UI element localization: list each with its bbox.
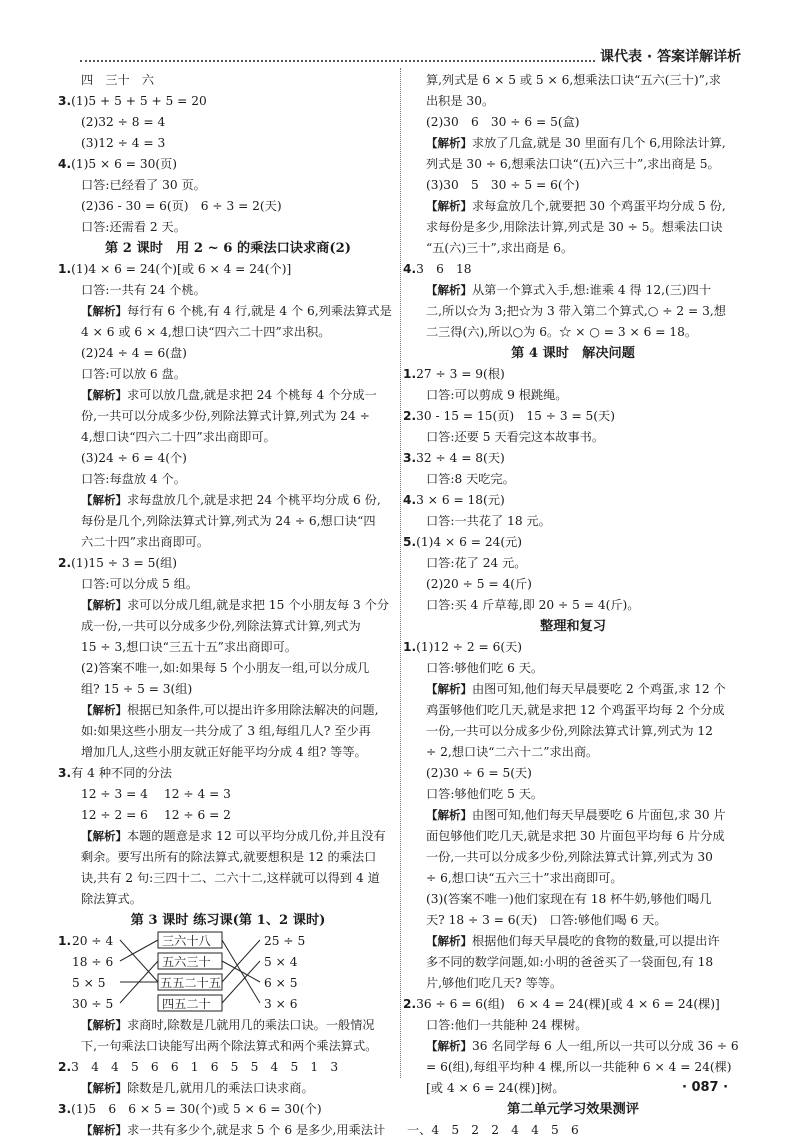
text-line: (2)30 6 30 ÷ 6 = 5(盒) xyxy=(426,115,580,129)
text-line: 口答:够他们吃 5 天。 xyxy=(426,787,544,801)
line-text: (1)5 + 5 + 5 + 5 = 20 xyxy=(71,94,207,108)
text-line xyxy=(403,994,739,1015)
text-line: 成一份,一共可以分成多少份,列除法算式计算,列式为 xyxy=(81,619,361,633)
line-text: 27 ÷ 3 = 9(根) xyxy=(416,367,505,381)
text-line xyxy=(403,364,739,385)
analysis-tag: 【解析】 xyxy=(81,703,127,717)
text-line: 口答:还要 5 天看完这本故事书。 xyxy=(426,430,605,444)
text-line: (2)36 - 30 = 6(页) 6 ÷ 3 = 2(天) xyxy=(81,199,282,213)
text-line: 份,一共可以分成多少份,列除法算式计算,列式为 24 ÷ xyxy=(81,409,370,423)
item-number: 1. xyxy=(403,367,417,381)
text-line: 口答:够他们吃 6 天。 xyxy=(426,661,544,675)
text-line xyxy=(58,763,394,784)
analysis-tag: 【解析】 xyxy=(81,304,127,318)
line-text: 求放了几盒,就是 30 里面有几个 6,用除法计算, xyxy=(472,136,726,150)
line-text: (1)4 × 6 = 24(元) xyxy=(416,535,523,549)
line-text: 32 ÷ 4 = 8(天) xyxy=(416,451,505,465)
text-line: 口答:花了 24 元。 xyxy=(426,556,527,570)
text-line xyxy=(62,595,394,616)
text-line: 算,列式是 6 × 5 或 5 × 6,想乘法口诀“五六(三十)”,求 xyxy=(426,73,721,87)
text-line xyxy=(58,1057,394,1078)
line-text: 求每盘放几个,就是求把 24 个桃平均分成 6 份, xyxy=(127,493,381,507)
item-number: 1. xyxy=(58,262,72,276)
text-line xyxy=(407,133,739,154)
text-line: 增加几人,这些小朋友就正好能平均分成 4 组? 等等。 xyxy=(81,745,367,759)
page-number: · 087 · xyxy=(682,1080,729,1095)
line-text: (1)5 × 6 = 30(页) xyxy=(71,157,178,171)
section-heading: 第二单元学习效果测评 xyxy=(507,1102,639,1117)
item-number: 2. xyxy=(403,409,417,423)
text-line xyxy=(403,448,739,469)
text-line: 口答:一共花了 18 元。 xyxy=(426,514,551,528)
analysis-tag: 【解析】 xyxy=(426,934,472,948)
text-line: 口答:每盘放 4 个。 xyxy=(81,472,186,486)
text-line: = 6(组),每组平均种 4 棵,所以一共能种 6 × 4 = 24(棵) xyxy=(426,1060,732,1074)
text-line xyxy=(403,406,739,427)
text-line xyxy=(62,1120,394,1141)
analysis-tag: 【解析】 xyxy=(81,1018,127,1032)
line-text: 有 4 种不同的分法 xyxy=(71,766,172,780)
item-number: 1. xyxy=(58,934,72,948)
analysis-tag: 【解析】 xyxy=(81,1081,127,1095)
text-line xyxy=(62,826,394,847)
match-left-item: 30 ÷ 5 xyxy=(72,997,114,1011)
text-line xyxy=(403,532,739,553)
text-line xyxy=(58,154,394,175)
text-line xyxy=(58,1099,394,1120)
item-number: 3. xyxy=(58,766,72,780)
text-line: (3)12 ÷ 4 = 3 xyxy=(81,136,166,150)
text-line: 口答:已经看了 30 页。 xyxy=(81,178,206,192)
section-heading: 整理和复习 xyxy=(540,619,606,634)
text-line xyxy=(58,259,394,280)
text-line: 如:如果这些小朋友一共分成了 3 组,每组几人? 至少再 xyxy=(81,724,371,738)
matching-exercise xyxy=(58,931,394,1015)
line-text: 36 ÷ 6 = 6(组) 6 × 4 = 24(棵)[或 4 × 6 = 24(棵)] xyxy=(416,997,720,1011)
analysis-tag: 【解析】 xyxy=(81,493,127,507)
text-line: 12 ÷ 3 = 4 12 ÷ 4 = 3 xyxy=(81,787,231,801)
match-right-item: 5 × 4 xyxy=(264,955,298,969)
line-text: 36 名同学每 6 人一组,所以一共可以分成 36 ÷ 6 xyxy=(472,1039,739,1053)
line-text: 除数是几,就用几的乘法口诀求商。 xyxy=(127,1081,314,1095)
text-line: 每份是几个,列除法算式计算,列式为 24 ÷ 6,想口诀“四 xyxy=(81,514,376,528)
text-line xyxy=(407,1036,739,1057)
line-text: 从第一个算式入手,想:谁乘 4 得 12,(三)四十 xyxy=(472,283,712,297)
section-heading: 第 2 课时 用 2 ~ 6 的乘法口诀求商(2) xyxy=(104,241,352,256)
analysis-tag: 【解析】 xyxy=(81,598,127,612)
line-text: 求可以放几盘,就是求把 24 个桃每 4 个分成一 xyxy=(127,388,377,402)
line-text: 求商时,除数是几就用几的乘法口诀。一般情况 xyxy=(127,1018,375,1032)
text-line: 片,够他们吃几天? 等等。 xyxy=(426,976,563,990)
analysis-tag: 【解析】 xyxy=(426,1039,472,1053)
text-line: 口答:他们一共能种 24 棵树。 xyxy=(426,1018,588,1032)
item-number: 2. xyxy=(58,556,72,570)
header-dotted-rule xyxy=(80,60,595,62)
text-line xyxy=(62,1078,394,1099)
left-column xyxy=(58,70,394,1141)
text-line xyxy=(62,385,394,406)
line-text: 本题的题意是求 12 可以平均分成几份,并且没有 xyxy=(127,829,386,843)
item-number: 4. xyxy=(403,262,417,276)
text-line: 求每份是多少,用除法计算,列式是 30 ÷ 5。想乘法口诀 xyxy=(426,220,723,234)
text-line: 剩余。要写出所有的除法算式,就要想积是 12 的乘法口 xyxy=(81,850,377,864)
text-line: 出积是 30。 xyxy=(426,94,495,108)
column-divider xyxy=(400,68,401,1078)
text-line: 口答:可以放 6 盘。 xyxy=(81,367,186,381)
item-number: 1. xyxy=(403,640,417,654)
text-line: 六二十四”求出商即可。 xyxy=(81,535,210,549)
text-line: 天? 18 ÷ 3 = 6(天) 口答:够他们喝 6 天。 xyxy=(426,913,667,927)
text-line: (3)30 5 30 ÷ 5 = 6(个) xyxy=(426,178,580,192)
text-line: 二,所以☆为 3;把☆为 3 带入第二个算式,○ ÷ 2 = 3,想 xyxy=(426,304,726,318)
line-text: 求每盒放几个,就要把 30 个鸡蛋平均分成 5 份, xyxy=(472,199,726,213)
text-line: ÷ 2,想口诀“二六十二”求出商。 xyxy=(426,745,599,759)
match-left-item: 18 ÷ 6 xyxy=(72,955,114,969)
text-line xyxy=(62,700,394,721)
text-line xyxy=(407,931,739,952)
right-column xyxy=(403,70,739,1141)
text-line: 列式是 30 ÷ 6,想乘法口诀“(五)六三十”,求出商是 5。 xyxy=(426,157,720,171)
text-line xyxy=(403,259,739,280)
text-line: 组? 15 ÷ 5 = 3(组) xyxy=(81,682,193,696)
text-line: 多不同的数学问题,如:小明的爸爸买了一袋面包,有 18 xyxy=(426,955,714,969)
line-text: 3 × 6 = 18(元) xyxy=(416,493,505,507)
item-number: 3. xyxy=(58,94,72,108)
line-text: 3 6 18 xyxy=(416,262,472,276)
header-title: 课代表 · 答案详解详析 xyxy=(600,49,742,65)
text-line: (2)答案不唯一,如:如果每 5 个小朋友一组,可以分成几 xyxy=(81,661,370,675)
item-number: 2. xyxy=(403,997,417,1011)
text-line: (2)24 ÷ 4 = 6(盘) xyxy=(81,346,187,360)
text-line: 15 ÷ 3,想口诀“三五十五”求出商即可。 xyxy=(81,640,297,654)
analysis-tag: 【解析】 xyxy=(426,682,472,696)
item-number: 3. xyxy=(403,451,417,465)
text-line: (2)30 ÷ 6 = 5(天) xyxy=(426,766,532,780)
text-line: 口答:还需看 2 天。 xyxy=(81,220,186,234)
text-line: 鸡蛋够他们吃几天,就是求把 12 个鸡蛋平均每 2 个分成 xyxy=(426,703,725,717)
text-line xyxy=(407,280,739,301)
line-text: 每行有 6 个桃,有 4 行,就是 4 个 6,列乘法算式是 xyxy=(127,304,392,318)
line-text: 由图可知,他们每天早晨要吃 2 个鸡蛋,求 12 个 xyxy=(472,682,726,696)
text-line xyxy=(62,301,394,322)
analysis-tag: 【解析】 xyxy=(81,1123,127,1137)
line-text: (1)12 ÷ 2 = 6(天) xyxy=(416,640,523,654)
text-line: “五(六)三十”,求出商是 6。 xyxy=(426,241,574,255)
match-left-item: 5 × 5 xyxy=(72,976,106,990)
match-right-item: 3 × 6 xyxy=(264,997,298,1011)
text-line xyxy=(407,196,739,217)
text-line: 下,一句乘法口诀能写出两个除法算式和两个乘法算式。 xyxy=(81,1039,378,1053)
text-line: (2)32 ÷ 8 = 4 xyxy=(81,115,166,129)
line-text: 求一共有多少个,就是求 5 个 6 是多少,用乘法计 xyxy=(127,1123,386,1137)
line-text: 求可以分成几组,就是求把 15 个小朋友每 3 个分 xyxy=(127,598,390,612)
text-line: 12 ÷ 2 = 6 12 ÷ 6 = 2 xyxy=(81,808,231,822)
text-line xyxy=(403,637,739,658)
line-text: 3 4 4 5 6 6 1 6 5 5 4 5 1 3 xyxy=(71,1060,339,1074)
text-line: (3)(答案不唯一)他们家现在有 18 杯牛奶,够他们喝几 xyxy=(426,892,712,906)
text-line: 四 三十 六 xyxy=(81,73,155,87)
line-text: 30 - 15 = 15(页) 15 ÷ 3 = 5(天) xyxy=(416,409,615,423)
text-line xyxy=(407,805,739,826)
text-line: 口答:一共有 24 个桃。 xyxy=(81,283,206,297)
text-line: 一份,一共可以分成多少份,列除法算式计算,列式为 30 xyxy=(426,850,713,864)
text-line xyxy=(403,490,739,511)
line-text: (1)4 × 6 = 24(个)[或 6 × 4 = 24(个)] xyxy=(71,262,292,276)
text-line: 二三得(六),所以○为 6。☆ × ○ = 3 × 6 = 18。 xyxy=(426,325,698,339)
analysis-tag: 【解析】 xyxy=(81,829,127,843)
text-line: 一、4 5 2 2 4 4 5 6 xyxy=(407,1123,579,1137)
analysis-tag: 【解析】 xyxy=(426,199,472,213)
text-line: 4,想口诀“四六二十四”求出商即可。 xyxy=(81,430,276,444)
match-mid-item: 四五二十 xyxy=(162,997,211,1011)
match-mid-item: 三六十八 xyxy=(162,934,211,948)
line-text: (1)5 6 6 × 5 = 30(个)或 5 × 6 = 30(个) xyxy=(71,1102,322,1116)
item-number: 4. xyxy=(58,157,72,171)
text-line: 除法算式。 xyxy=(81,892,142,906)
text-line: (2)20 ÷ 5 = 4(斤) xyxy=(426,577,532,591)
analysis-tag: 【解析】 xyxy=(426,808,472,822)
match-left-item: 20 ÷ 4 xyxy=(72,934,114,948)
match-right-item: 25 ÷ 5 xyxy=(264,934,306,948)
text-line: 4 × 6 或 6 × 4,想口诀“四六二十四”求出积。 xyxy=(81,325,331,339)
line-text: 根据他们每天早晨吃的食物的数量,可以提出许 xyxy=(472,934,720,948)
text-line: 口答:可以分成 5 组。 xyxy=(81,577,199,591)
text-line xyxy=(62,490,394,511)
analysis-tag: 【解析】 xyxy=(426,136,472,150)
line-text: (1)15 ÷ 3 = 5(组) xyxy=(71,556,178,570)
match-right-item: 6 × 5 xyxy=(264,976,298,990)
text-line: [或 4 × 6 = 24(棵)]树。 xyxy=(426,1081,565,1095)
analysis-tag: 【解析】 xyxy=(426,283,472,297)
text-line: 一份,一共可以分成多少份,列除法算式计算,列式为 12 xyxy=(426,724,713,738)
item-number: 3. xyxy=(58,1102,72,1116)
text-line: 诀,共有 2 句:三四十二、二六十二,这样就可以得到 4 道 xyxy=(81,871,380,885)
text-line: (3)24 ÷ 6 = 4(个) xyxy=(81,451,187,465)
text-line: 口答:买 4 斤草莓,即 20 ÷ 5 = 4(斤)。 xyxy=(426,598,640,612)
text-line: ÷ 6,想口诀“五六三十”求出商即可。 xyxy=(426,871,623,885)
section-heading: 第 3 课时 练习课(第 1、2 课时) xyxy=(130,913,326,928)
section-heading: 第 4 课时 解决问题 xyxy=(511,346,635,361)
text-line: 口答:可以剪成 9 根跳绳。 xyxy=(426,388,568,402)
line-text: 由图可知,他们每天早晨要吃 6 片面包,求 30 片 xyxy=(472,808,726,822)
text-line: 面包够他们吃几天,就是求把 30 片面包平均每 6 片分成 xyxy=(426,829,725,843)
text-line xyxy=(62,1015,394,1036)
item-number: 5. xyxy=(403,535,417,549)
text-line xyxy=(58,91,394,112)
text-line: 口答:8 天吃完。 xyxy=(426,472,515,486)
line-text: 根据已知条件,可以提出许多用除法解决的问题, xyxy=(127,703,379,717)
match-mid-item: 五五二十五 xyxy=(160,976,221,990)
item-number: 4. xyxy=(403,493,417,507)
item-number: 2. xyxy=(58,1060,72,1074)
analysis-tag: 【解析】 xyxy=(81,388,127,402)
text-line xyxy=(58,553,394,574)
match-mid-item: 五六三十 xyxy=(162,955,211,969)
text-line xyxy=(407,679,739,700)
